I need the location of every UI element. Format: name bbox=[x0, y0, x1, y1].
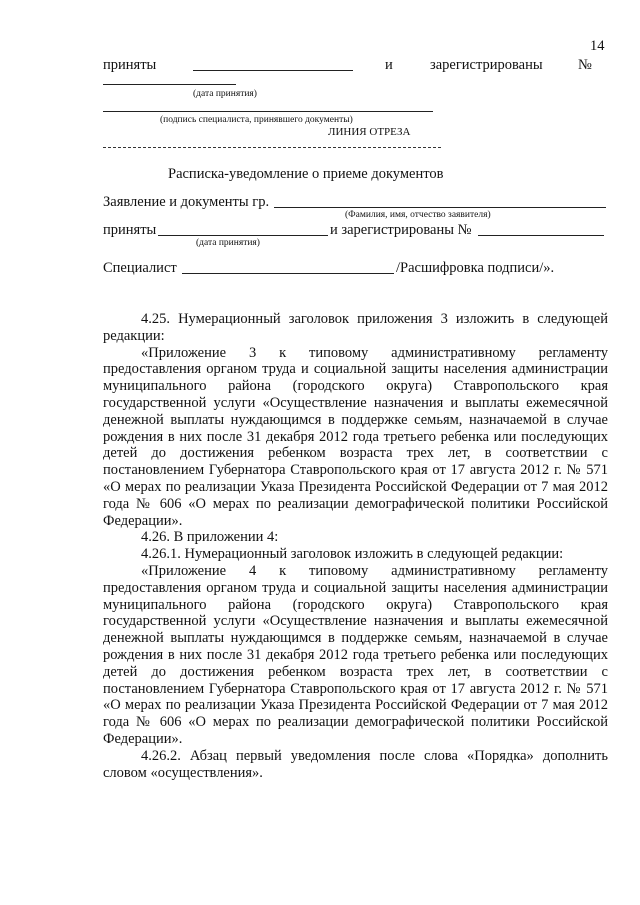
number-sign: № bbox=[578, 57, 592, 73]
receipt-title: Расписка-уведомление о приеме документов bbox=[168, 166, 444, 182]
specialist-label: Специалист bbox=[103, 260, 177, 276]
paragraph-4-26: 4.26. В приложении 4: bbox=[141, 529, 279, 546]
paragraph-4-26-2: 4.26.2. Абзац первый уведомления после слова «Порядка» дополнить словом «осуществления». bbox=[103, 747, 608, 781]
name-caption: (Фамилия, имя, отчество заявителя) bbox=[345, 210, 491, 220]
applicant-name-line bbox=[274, 207, 606, 208]
paragraph-appendix-4: «Приложение 4 к типовому административному регламенту предоставления органом труда и социальной защиты населения администрации муниципального района (городского округа) Ставропольского края государственной услуги «Осуществление назначения и выплаты ежемесячной денежной выплаты нуждающимся в поддержке семьям, назначаемой в случае рождения в них после 31 декабря 2012 года третьего ребенка или последующих детей до достижения ребенком возраста трех лет, в соответствии с постановлением Губернатора Ставропольского края от 17 августа 2012 г. № 571 «О мерах по реализации Указа Президента Российской Федерации от 7 мая 2012 года № 606 «О мерах по реализации демографической политики Российской Федерации». bbox=[103, 562, 608, 747]
date-caption: (дата принятия) bbox=[193, 89, 257, 99]
receipt-accepted-label: приняты bbox=[103, 222, 157, 238]
receipt-registered-label: и зарегистрированы № bbox=[330, 222, 472, 238]
date-line bbox=[103, 84, 236, 85]
paragraph-4-26-1: 4.26.1. Нумерационный заголовок изложить в следующей редакции: bbox=[141, 546, 564, 563]
registered-label: зарегистрированы bbox=[430, 57, 543, 73]
specialist-signature-line bbox=[182, 273, 394, 274]
statement-label: Заявление и документы гр. bbox=[103, 194, 270, 210]
signature-caption: (подпись специалиста, принявшего документы) bbox=[160, 115, 353, 125]
decoding-label: /Расшифровка подписи/». bbox=[396, 260, 555, 276]
cut-line bbox=[103, 147, 441, 148]
receipt-number-line bbox=[478, 235, 604, 236]
paragraph-4-25: 4.25. Нумерационный заголовок приложения 3 изложить в следующей редакции: bbox=[103, 311, 608, 344]
receipt-accepted-line bbox=[158, 235, 328, 236]
accepted-label: приняты bbox=[103, 57, 157, 73]
body-text bbox=[103, 311, 608, 781]
and-label: и bbox=[385, 57, 393, 73]
signature-line bbox=[103, 111, 433, 112]
page-number: 14 bbox=[590, 38, 605, 54]
paragraph-appendix-3: «Приложение 3 к типовому административному регламенту предоставления органом труда и социальной защиты населения администрации муниципального района (городского округа) Ставропольского края государственной услуги «Осуществление назначения и выплаты ежемесячной денежной выплаты нуждающимся в поддержке семьям, назначаемой в случае рождения в них после 31 декабря 2012 года третьего ребенка или последующих детей до достижения ребенком возраста трех лет, в соответствии с постановлением Губернатора Ставропольского края от 17 августа 2012 г. № 571 «О мерах по реализации Указа Президента Российской Федерации от 7 мая 2012 года № 606 «О мерах по реализации демографической политики Российской Федерации». bbox=[103, 344, 608, 529]
accepted-number-line bbox=[193, 70, 353, 71]
cut-line-label: ЛИНИЯ ОТРЕЗА bbox=[328, 126, 411, 138]
receipt-date-caption: (дата принятия) bbox=[196, 238, 260, 248]
